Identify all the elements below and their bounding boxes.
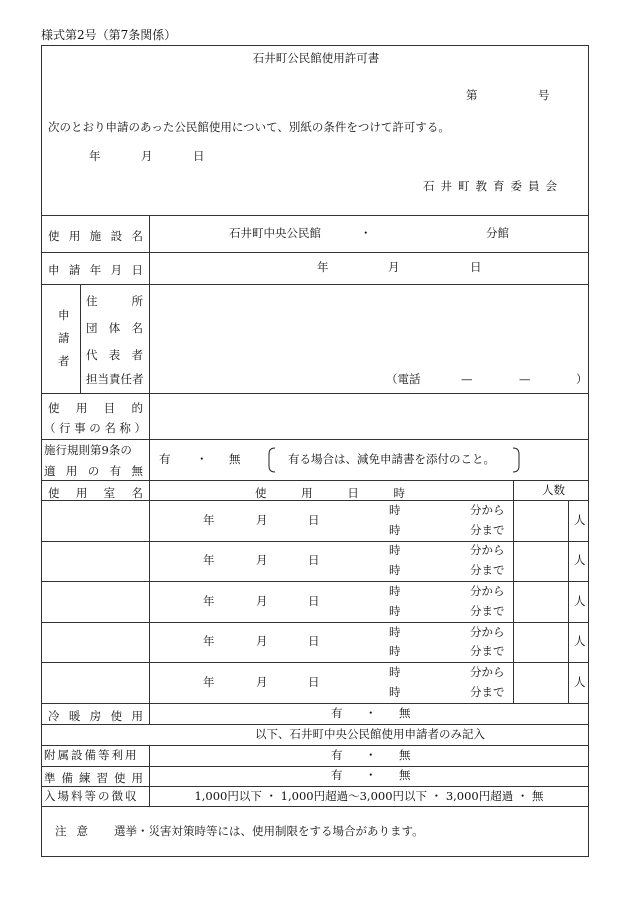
rule9-yes: 有 <box>159 452 171 466</box>
row-year: 年 <box>203 553 215 567</box>
row-month: 月 <box>256 513 268 527</box>
row-hour-end: 時 <box>389 685 401 699</box>
permit-statement: 次のとおり申請のあった公民館使用について、別紙の条件をつけて許可する。 <box>48 120 450 134</box>
row-minute-to: 分まで <box>470 523 505 537</box>
phone-dash-1: — <box>461 372 473 386</box>
row-month: 月 <box>256 553 268 567</box>
facility-label: 使 用 施 設 名 <box>48 229 143 243</box>
row-day: 日 <box>308 513 320 527</box>
row-year: 年 <box>203 594 215 608</box>
row-hour-start: 時 <box>389 665 401 679</box>
applicant-label-3: 者 <box>58 354 70 368</box>
issue-year: 年 <box>89 149 101 163</box>
divider <box>41 703 589 704</box>
row-minute-from: 分から <box>470 665 505 679</box>
people-label: 人数 <box>542 483 565 497</box>
number-go: 号 <box>538 88 550 102</box>
apply-month: 月 <box>388 260 400 274</box>
rehearsal-no: 無 <box>399 768 411 782</box>
rule9-dot: ・ <box>196 452 208 466</box>
rule9-note: 有る場合は、減免申請書を添付のこと。 <box>288 452 495 466</box>
divider <box>41 724 589 725</box>
aircon-label: 冷 暖 房 使 用 <box>48 709 143 723</box>
divider <box>41 806 589 807</box>
divider <box>41 480 589 481</box>
divider <box>41 215 589 216</box>
facility-branch: 分館 <box>486 226 509 240</box>
row-month: 月 <box>256 634 268 648</box>
divider <box>41 541 589 542</box>
equipment-label: 附属設備等利用 <box>44 748 139 762</box>
row-people-unit: 人 <box>574 594 586 608</box>
divider <box>41 393 589 394</box>
applicant-label-1: 申 <box>58 308 70 322</box>
divider <box>41 284 589 285</box>
rule9-no: 無 <box>229 452 241 466</box>
column-divider <box>513 480 514 703</box>
row-day: 日 <box>308 553 320 567</box>
number-dai: 第 <box>466 88 478 102</box>
rule9-label-2: 適 用 の 有 無 <box>44 464 143 478</box>
row-year: 年 <box>203 634 215 648</box>
room-label: 使 用 室 名 <box>48 486 143 500</box>
notice-label: 注意 <box>55 824 98 838</box>
datetime-label: 使 用 日 時 <box>255 486 405 500</box>
row-day: 日 <box>308 594 320 608</box>
equipment-no: 無 <box>399 748 411 762</box>
column-divider <box>80 284 81 393</box>
rule9-label-1: 施行規則第9条の <box>44 443 132 457</box>
row-minute-from: 分から <box>470 503 505 517</box>
row-minute-to: 分まで <box>470 604 505 618</box>
row-minute-to: 分まで <box>470 563 505 577</box>
admission-label: 入場料等の徴収 <box>44 789 139 803</box>
phone-dash-2: — <box>519 372 531 386</box>
form-label: 様式第2号（第7条関係） <box>41 28 177 42</box>
equipment-yes: 有 <box>331 748 343 762</box>
applicant-representative-label: 代 表 者 <box>86 348 143 362</box>
row-people-unit: 人 <box>574 675 586 689</box>
row-hour-end: 時 <box>389 604 401 618</box>
divider <box>41 662 589 663</box>
row-year: 年 <box>203 513 215 527</box>
apply-date-label: 申 請 年 月 日 <box>48 263 143 277</box>
row-hour-end: 時 <box>389 523 401 537</box>
divider <box>41 439 589 440</box>
rehearsal-dot: ・ <box>365 768 377 782</box>
row-month: 月 <box>256 675 268 689</box>
column-divider <box>568 500 569 703</box>
row-day: 日 <box>308 675 320 689</box>
row-day: 日 <box>308 634 320 648</box>
divider <box>41 766 589 767</box>
column-divider <box>149 500 150 724</box>
row-year: 年 <box>203 675 215 689</box>
row-hour-start: 時 <box>389 584 401 598</box>
phone-close: ） <box>576 372 588 386</box>
purpose-sub-label: （ 行 事 の 名 称 ） <box>44 421 146 435</box>
equipment-dot: ・ <box>365 748 377 762</box>
row-minute-from: 分から <box>470 584 505 598</box>
notice-text: 選挙・災害対策時等には、使用制限をする場合があります。 <box>114 824 424 838</box>
column-divider <box>149 745 150 806</box>
facility-main-hall: 石井町中央公民館 <box>229 226 321 240</box>
apply-year: 年 <box>317 260 329 274</box>
row-hour-start: 時 <box>389 625 401 639</box>
row-minute-from: 分から <box>470 543 505 557</box>
row-hour-start: 時 <box>389 503 401 517</box>
applicant-person-in-charge-label: 担当責任者 <box>86 372 144 386</box>
row-hour-end: 時 <box>389 644 401 658</box>
row-people-unit: 人 <box>574 553 586 567</box>
purpose-label: 使 用 目 的 <box>48 401 143 415</box>
row-minute-to: 分まで <box>470 644 505 658</box>
applicant-label-2: 請 <box>58 331 70 345</box>
divider <box>41 252 589 253</box>
row-people-unit: 人 <box>574 634 586 648</box>
issue-day: 日 <box>193 149 205 163</box>
row-minute-to: 分まで <box>470 685 505 699</box>
form-title: 石井町公民館使用許可書 <box>252 51 380 65</box>
applicant-address-label: 住 所 <box>86 294 143 308</box>
rehearsal-label: 準 備 練 習 使 用 <box>44 771 143 785</box>
phone-label: （電話 <box>386 372 421 386</box>
column-divider <box>149 215 150 505</box>
admission-options: 1,000円以下 ・ 1,000円超過～3,000円以下 ・ 3,000円超過 ・ 無 <box>194 789 544 803</box>
issue-month: 月 <box>141 149 153 163</box>
apply-day: 日 <box>470 260 482 274</box>
aircon-no: 無 <box>399 706 411 720</box>
row-month: 月 <box>256 594 268 608</box>
central-only-note: 以下、石井町中央公民館使用申請者のみ記入 <box>255 727 485 741</box>
applicant-group-label: 団 体 名 <box>86 321 143 335</box>
row-minute-from: 分から <box>470 625 505 639</box>
divider <box>41 786 589 787</box>
divider <box>41 581 589 582</box>
divider <box>41 745 589 746</box>
divider <box>41 622 589 623</box>
aircon-yes: 有 <box>331 706 343 720</box>
row-hour-end: 時 <box>389 563 401 577</box>
row-hour-start: 時 <box>389 543 401 557</box>
row-people-unit: 人 <box>574 513 586 527</box>
facility-dot: ・ <box>360 226 372 240</box>
issuer: 石井町教育委員会 <box>423 179 563 193</box>
aircon-dot: ・ <box>365 706 377 720</box>
rehearsal-yes: 有 <box>331 768 343 782</box>
